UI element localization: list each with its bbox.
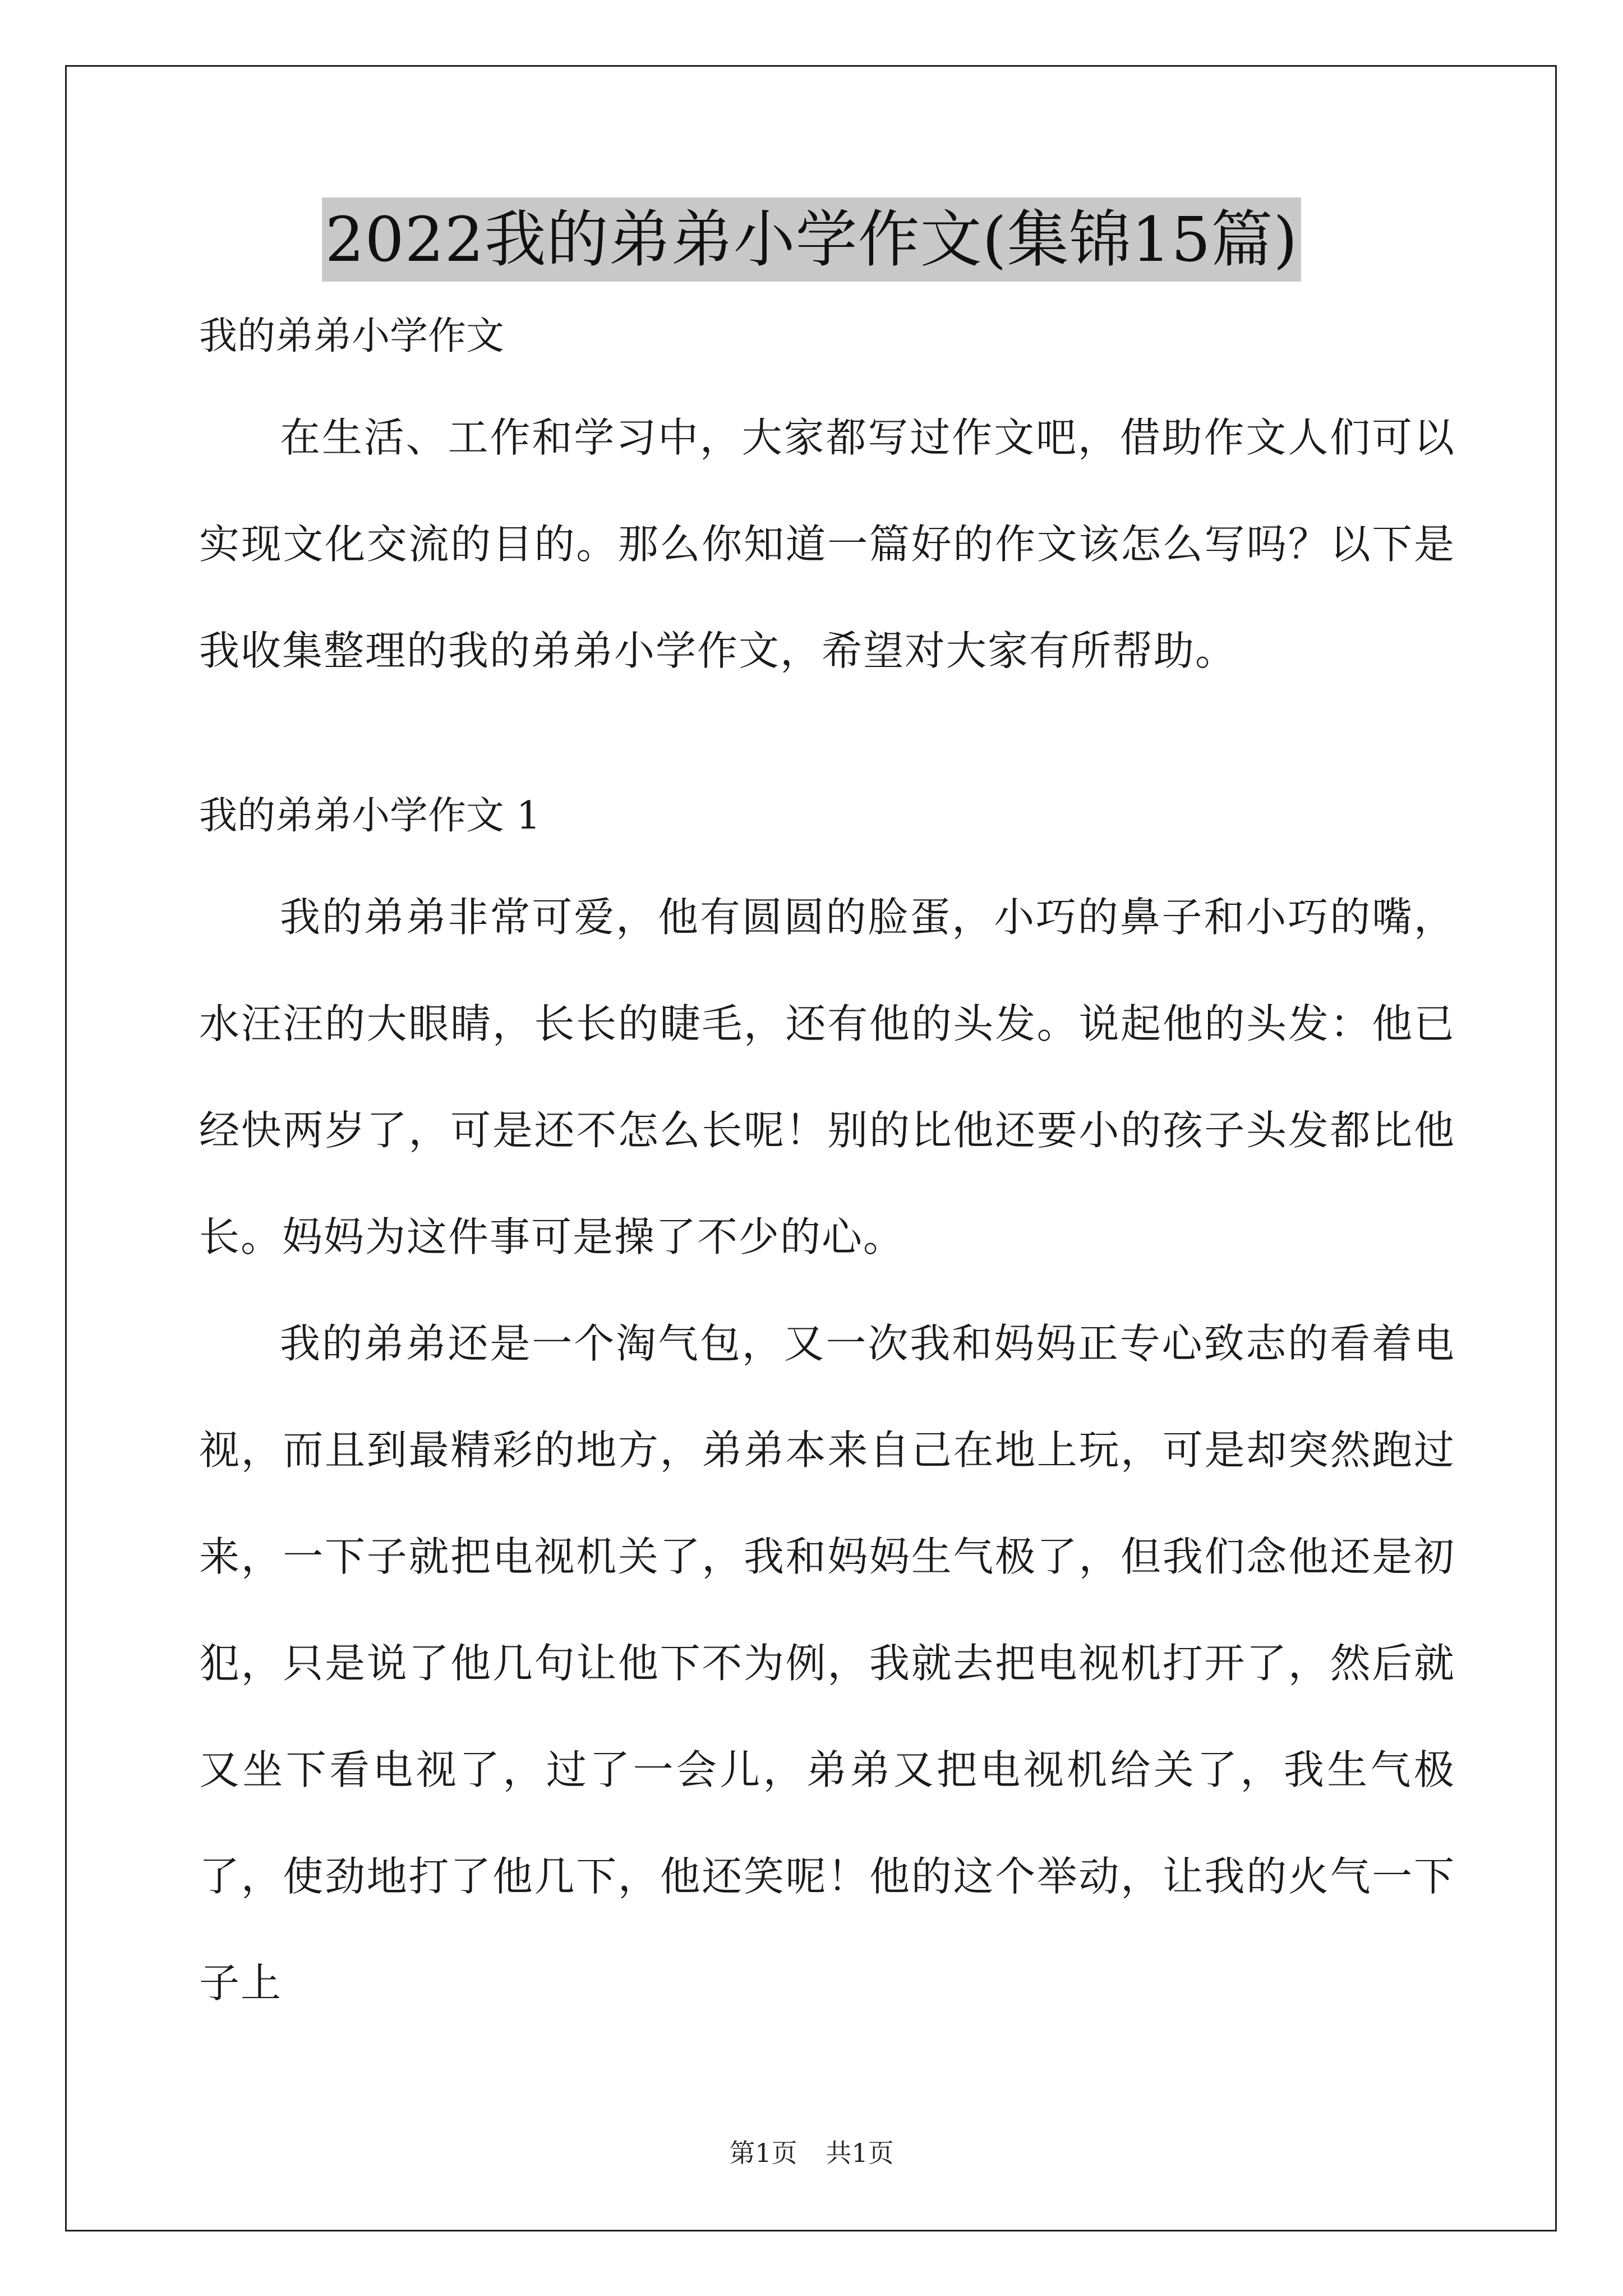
- section-1-paragraph-2: 我的弟弟还是一个淘气包，又一次我和妈妈正专心致志的看着电视，而且到最精彩的地方，弟弟本来自己在地上玩，可是却突然跑过来，一下子就把电视机关了，我和妈妈生气极了，但我们念他还是初犯，只是说了他几句让他下不为例，我就去把电视机打开了，然后就又坐下看电视了，过了一会儿，弟弟又把电视机给关了，我生气极了，使劲地打了他几下，他还笑呢！他的这个举动，让我的火气一下子上: [199, 1320, 1455, 2007]
- intro-paragraph: 在生活、工作和学习中，大家都写过作文吧，借助作文人们可以实现文化交流的目的。那么你知道一篇好的作文该怎么写吗？以下是我收集整理的我的弟弟小学作文，希望对大家有所帮助。: [199, 414, 1455, 674]
- page-number-total: 共1页: [826, 2138, 894, 2168]
- document-title: 2022我的弟弟小学作文(集锦15篇): [322, 197, 1302, 282]
- page-footer: [0, 2136, 1623, 2170]
- document-body: [199, 314, 1455, 2036]
- intro-heading: 我的弟弟小学作文: [199, 314, 505, 358]
- section-1-heading: 我的弟弟小学作文 1: [199, 794, 541, 838]
- title-wrapper: [0, 197, 1623, 282]
- page-number-current: 第1页: [729, 2138, 797, 2168]
- section-1-paragraph-1: 我的弟弟非常可爱，他有圆圆的脸蛋，小巧的鼻子和小巧的嘴，水汪汪的大眼睛，长长的睫毛，还有他的头发。说起他的头发：他已经快两岁了，可是还不怎么长呢！别的比他还要小的孩子头发都比他长。妈妈为这件事可是操了不少的心。: [199, 894, 1455, 1260]
